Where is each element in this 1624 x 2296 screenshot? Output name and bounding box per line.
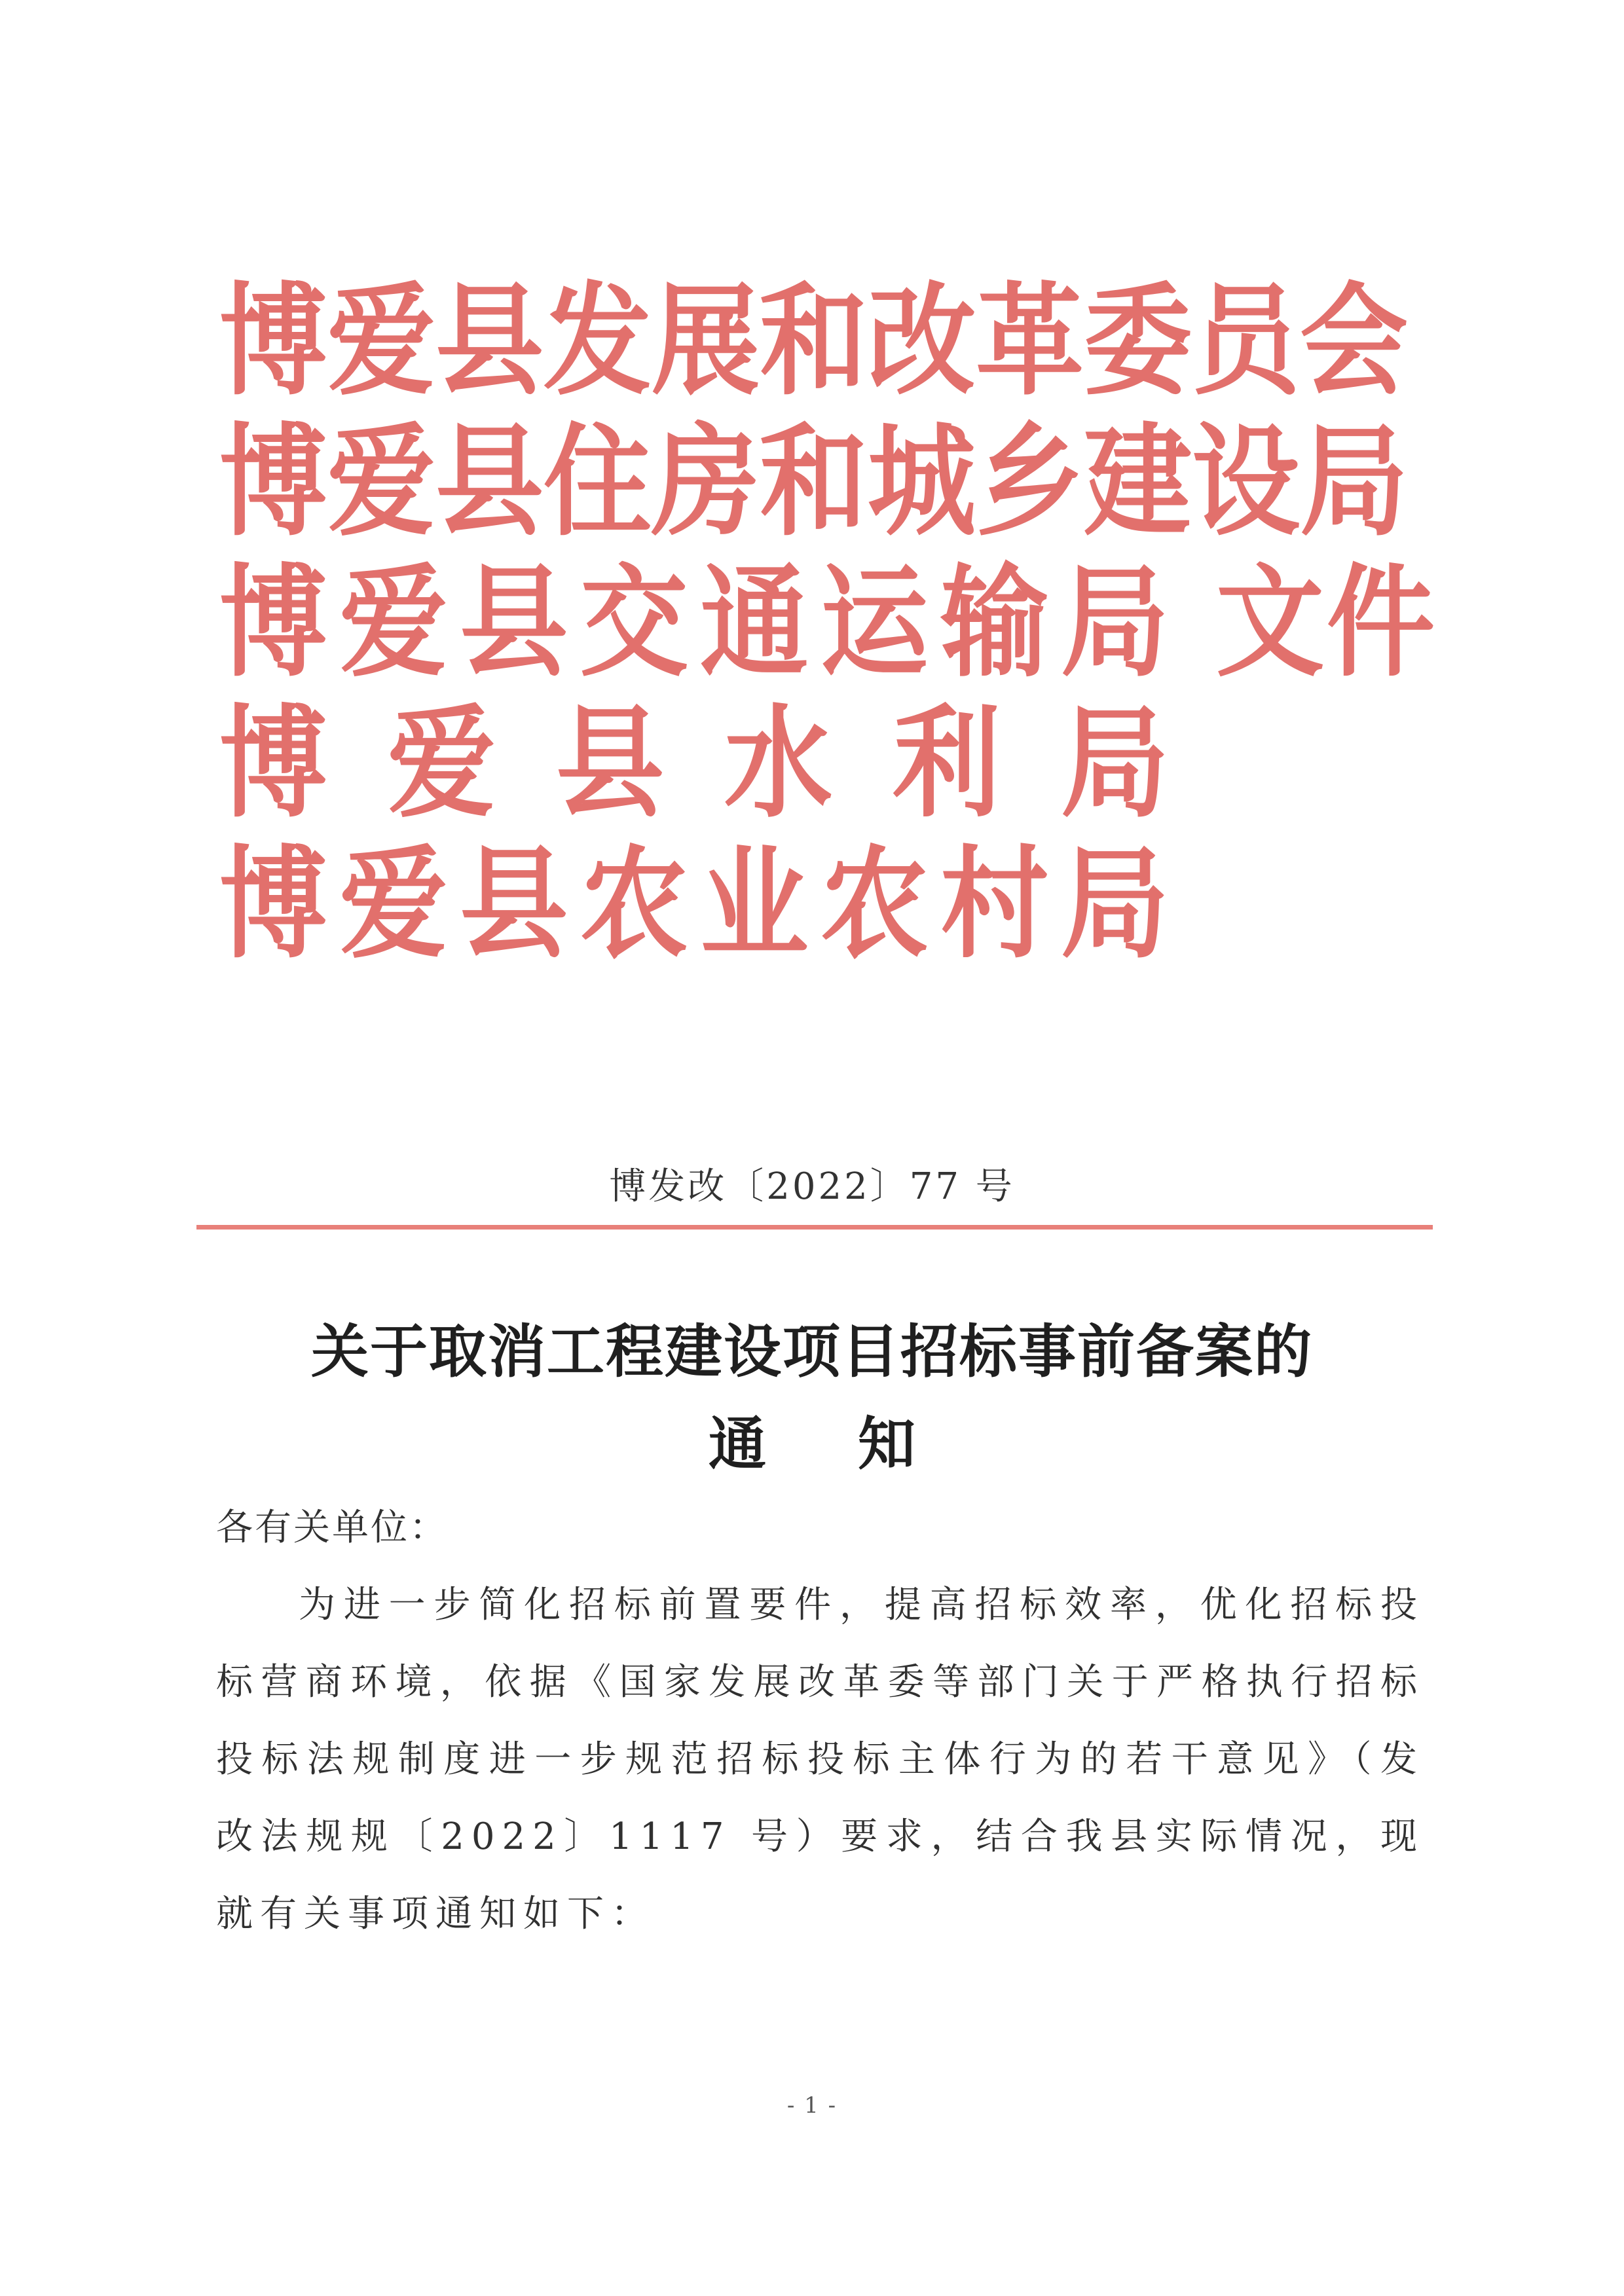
authority-character: 房 xyxy=(652,410,760,553)
authority-character: 住 xyxy=(544,410,652,553)
document-title-notice: 通知 xyxy=(708,1410,1007,1478)
authority-line-1 xyxy=(219,269,1408,412)
authority-character: 输 xyxy=(940,551,1049,693)
authority-line-5 xyxy=(219,832,1169,975)
authority-character: 业 xyxy=(700,832,809,975)
document-title: 关于取消工程建设项目招标事前备案的 xyxy=(310,1317,1313,1385)
authority-character: 局 xyxy=(1060,551,1169,693)
authority-character: 爱 xyxy=(388,691,496,834)
body-paragraph: 为进一步简化招标前置要件，提高招标效率，优化招标投标营商环境，依据《国家发展改革委等部门关于严格执行招标投标法规制度进一步规范招标投标主体行为的若干意见》（发改法规规〔2022〕1117 号）要求，结合我县实际情况，现就有关事项通知如下： xyxy=(216,1584,1424,1935)
document-suffix: 文件 xyxy=(1216,551,1437,693)
authority-character: 博 xyxy=(219,269,327,412)
document-body xyxy=(216,1489,1424,1953)
authority-character: 村 xyxy=(940,832,1049,975)
authority-line-2 xyxy=(219,410,1408,553)
authority-character: 局 xyxy=(1061,691,1169,834)
authority-character: 设 xyxy=(1192,410,1300,553)
authority-character: 农 xyxy=(580,832,688,975)
authority-character: 爱 xyxy=(327,410,435,553)
authority-character: 爱 xyxy=(339,832,448,975)
authority-character: 博 xyxy=(219,551,327,693)
authority-character: 和 xyxy=(760,269,868,412)
authority-character: 改 xyxy=(868,269,976,412)
authority-character: 局 xyxy=(1300,410,1408,553)
authority-character: 农 xyxy=(820,832,929,975)
authority-character: 水 xyxy=(724,691,832,834)
authority-character: 委 xyxy=(1084,269,1192,412)
authority-character: 县 xyxy=(556,691,664,834)
authority-character: 县 xyxy=(435,269,544,412)
authority-character: 爱 xyxy=(327,269,435,412)
authority-character: 博 xyxy=(219,691,327,834)
document-number: 博发改〔2022〕77 号 xyxy=(609,1165,1015,1208)
authority-character: 会 xyxy=(1300,269,1408,412)
authority-character: 革 xyxy=(976,269,1084,412)
authority-line-4 xyxy=(219,691,1169,834)
authority-character: 交 xyxy=(580,551,688,693)
authority-character: 通 xyxy=(700,551,809,693)
authority-character: 发 xyxy=(544,269,652,412)
authority-character: 建 xyxy=(1084,410,1192,553)
red-divider-line xyxy=(196,1225,1433,1230)
authority-character: 博 xyxy=(219,410,327,553)
authority-character: 展 xyxy=(652,269,760,412)
authority-character: 局 xyxy=(1060,832,1169,975)
authority-character: 利 xyxy=(893,691,1001,834)
page-number: - 1 - xyxy=(786,2092,838,2119)
authority-character: 县 xyxy=(460,832,568,975)
authority-character: 员 xyxy=(1192,269,1300,412)
authority-character: 博 xyxy=(219,832,327,975)
authority-character: 县 xyxy=(435,410,544,553)
authority-character: 乡 xyxy=(976,410,1084,553)
authority-character: 县 xyxy=(460,551,568,693)
authority-character: 运 xyxy=(820,551,929,693)
authority-character: 城 xyxy=(868,410,976,553)
salutation: 各有关单位： xyxy=(216,1506,448,1549)
authority-character: 和 xyxy=(760,410,868,553)
authority-character: 爱 xyxy=(339,551,448,693)
authority-line-3 xyxy=(219,551,1169,693)
